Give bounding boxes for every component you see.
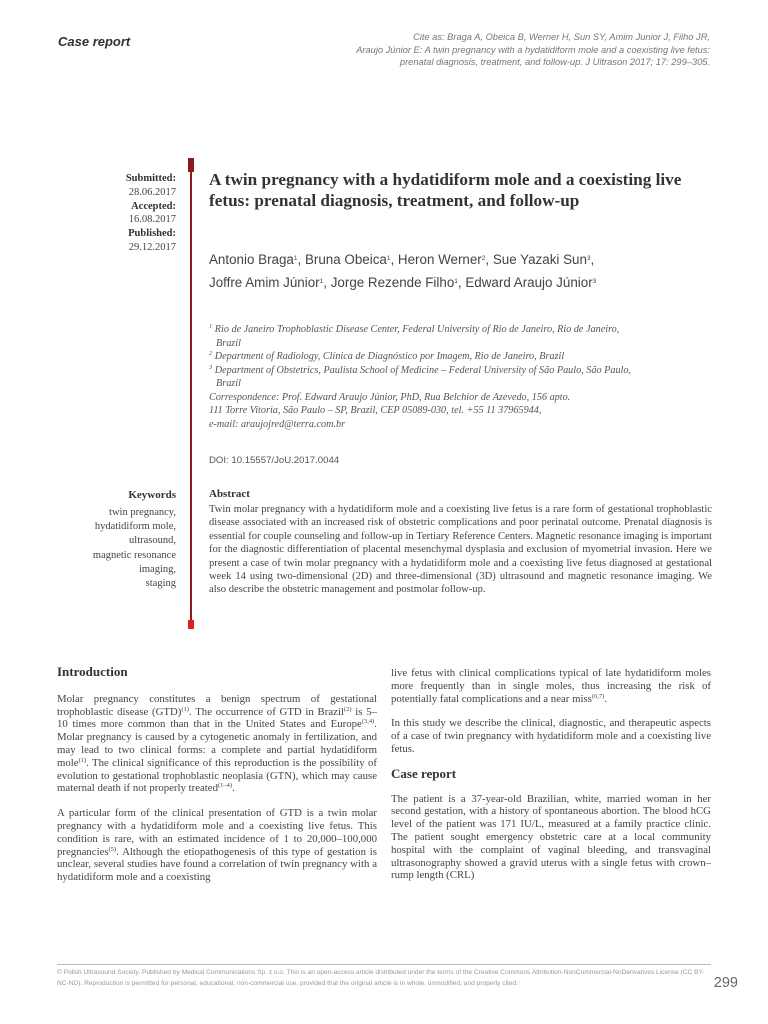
citation-ref: (1–4) bbox=[217, 782, 233, 790]
body-column-right bbox=[391, 667, 711, 894]
accent-rule-marker bbox=[188, 620, 194, 629]
citation-ref: (5) bbox=[108, 845, 117, 853]
author-name: Heron Werner bbox=[397, 252, 482, 267]
author-name: Sue Yazaki Sun bbox=[492, 252, 587, 267]
body-paragraph: live fetus with clinical complications typical of late hydatidiform moles more frequently than in single moles, thus increasing the risk of potentially fatal complications and a near miss$^{(6,7)}$. bbox=[391, 667, 711, 705]
affil-sup: 1 bbox=[209, 323, 213, 330]
citation-line: Cite as: Braga A, Obeica B, Werner H, Sun SY, Amim Junior J, Filho JR, bbox=[413, 32, 710, 42]
affiliations bbox=[209, 323, 709, 431]
author-affil-sup: 3 bbox=[592, 278, 597, 285]
author-line: Antonio Braga$^1$, Bruna Obeica$^1$, Heron Werner$^2$, Sue Yazaki Sun$^3$, bbox=[209, 252, 595, 267]
abstract-heading: Abstract bbox=[209, 488, 250, 500]
page-number: 299 bbox=[713, 975, 738, 991]
keyword: staging bbox=[145, 578, 176, 590]
correspondence: Correspondence: Prof. Edward Araujo Júnior, PhD, Rua Belchior de Azevedo, 156 apto. bbox=[209, 391, 571, 403]
author-name: Edward Araujo Júnior bbox=[465, 275, 593, 290]
affiliation-1 bbox=[209, 323, 709, 337]
keywords-list bbox=[60, 506, 176, 591]
author-name: Jorge Rezende Filho bbox=[330, 275, 455, 290]
doi: DOI: 10.15557/JoU.2017.0044 bbox=[209, 455, 340, 466]
submitted-label: Submitted: bbox=[125, 173, 176, 184]
citation-line: prenatal diagnosis, treatment, and follow-up. J Ultrason 2017; 17: 299–305. bbox=[399, 57, 710, 67]
affil-sup: 3 bbox=[209, 363, 213, 371]
affil-text: Department of Obstetrics, Paulista School of Medicine – Federal University of São Paulo, São Paulo, bbox=[214, 364, 632, 376]
case-report-heading: Case report bbox=[391, 765, 457, 781]
accepted-date: 16.08.2017 bbox=[128, 214, 176, 226]
keyword: imaging, bbox=[138, 563, 176, 575]
author-affil-sup: 3 bbox=[586, 255, 591, 262]
affiliation-3 bbox=[209, 364, 709, 378]
author-name: Joffre Amim Júnior bbox=[209, 275, 320, 290]
published-date: 29.12.2017 bbox=[128, 241, 176, 253]
keyword: ultrasound, bbox=[129, 535, 176, 547]
author-name: Antonio Braga bbox=[209, 252, 294, 267]
citation-ref: (1) bbox=[181, 705, 189, 713]
affil-text: Rio de Janeiro Trophoblastic Disease Center, Federal University of Rio de Janeiro, Rio de Janeiro, bbox=[214, 324, 620, 335]
correspondence: 111 Torre Vitoria, São Paulo – SP, Brazil, CEP 05089-030, tel. +55 11 37965944, bbox=[209, 405, 542, 416]
citation-ref: (6,7) bbox=[591, 692, 605, 700]
accent-rule-cap bbox=[188, 158, 194, 172]
author-line: Joffre Amim Júnior$^1$, Jorge Rezende Filho$^1$, Edward Araujo Júnior$^3$ bbox=[209, 275, 597, 290]
article-title: A twin pregnancy with a hydatidiform mole and a coexisting live fetus: prenatal diagnosis, treatment, and follow-up bbox=[209, 170, 682, 210]
author-affil-sup: 1 bbox=[319, 278, 324, 285]
affil-sup: 2 bbox=[209, 350, 213, 357]
body-paragraph: Molar pregnancy constitutes a benign spectrum of gestational trophoblastic disease (GTD)$^{(1)}$. The occurrence of GTD in Brazil$^{(2)}$ is 5–10 times more common than that in the United States and Europe$^{(3,4)}$. Molar pregnancy is caused by a cytogenetic anomaly in fertilization, and may lead to two clinical forms: a complete and partial hydatidiform mole$^{(1)}$. The clinical significance of this reproduction is the possibility of evolution to gestational trophoblastic neoplasia (GTN), which may cause maternal death if not properly treated$^{(1-4)}$. bbox=[57, 692, 377, 795]
citation-block bbox=[290, 31, 710, 69]
section-label: Case report bbox=[58, 34, 131, 49]
correspondence-email: e-mail: araujojred@terra.com.br bbox=[209, 418, 346, 430]
author-affil-sup: 1 bbox=[454, 278, 458, 285]
author-name: Bruna Obeica bbox=[304, 252, 387, 267]
published-label: Published: bbox=[128, 228, 176, 240]
license-footer: © Polish Ultrasound Society. Published by Medical Communications Sp. z o.o. This is an open-access article distributed under the terms of the Creative Commons Attribution-NonCommercial-NoDerivatives License (CC BY-NC-ND). Reproduction is permitted for personal, educational, non-commercial use, provided that the original article is in whole, unmodified, and properly cited. bbox=[57, 969, 705, 987]
article-dates bbox=[80, 172, 176, 255]
keywords-heading: Keywords bbox=[128, 489, 176, 501]
accent-rule bbox=[190, 158, 192, 625]
affiliation-3-cont: Brazil bbox=[216, 378, 241, 389]
body-paragraph: The patient is a 37-year-old Brazilian, white, married woman in her second gestation, with a history of spontaneous abortion. The blood hCG level of the patient was 171 IU/L, measured at a family practice clinic. The patient sought emergency obstetric care at a local community hospital with the complaint of vaginal bleeding, and transvaginal ultrasonography showed a gravid uterus with a single fetus with crown–rump length (CRL) bbox=[391, 792, 711, 882]
citation-ref: (2) bbox=[343, 705, 352, 713]
citation-line: Araujo Júnior E: A twin pregnancy with a hydatidiform mole and a coexisting live fetus: bbox=[356, 44, 710, 55]
author-affil-sup: 2 bbox=[481, 255, 486, 262]
citation-ref: (1) bbox=[78, 756, 87, 764]
citation-ref: (3,4) bbox=[361, 718, 375, 726]
introduction-heading: Introduction bbox=[57, 664, 128, 679]
author-affil-sup: 1 bbox=[293, 255, 298, 262]
body-paragraph: In this study we describe the clinical, diagnostic, and therapeutic aspects of a case of twin pregnancy with hydatidiform mole and a coexisting live fetus. bbox=[391, 717, 711, 755]
body-column-left bbox=[57, 666, 377, 896]
keyword: hydatidiform mole, bbox=[94, 521, 176, 533]
author-list bbox=[209, 248, 719, 294]
abstract-text: Twin molar pregnancy with a hydatidiform mole and a coexisting live fetus is a rare form of gestational trophoblastic disease associated with an increased risk of obstetric complications and poor perinatal outcome. Prenatal diagnosis is essential for couple counseling and follow-up in Tertiary Reference Centers. Magnetic resonance imaging is important for the diagnostic differentiation of placental mesenchymal dysplasia and exclusion of myometrial invasion. Here we present a case of twin molar pregnancy with a hydatidiform mole and a coexisting live fetus diagnosed at gestational week 14 using two-dimensional (2D) and three-dimensional (3D) ultrasound and magnetic resonance imaging. We also describe the obstetric management and postmolar follow-up. bbox=[209, 504, 712, 596]
keyword: magnetic resonance bbox=[92, 549, 176, 561]
affiliation-2 bbox=[209, 350, 709, 364]
author-affil-sup: 1 bbox=[386, 255, 391, 262]
body-paragraph: A particular form of the clinical presentation of GTD is a twin molar pregnancy with a hydatidiform mole and a coexisting live fetus. This condition is rare, with an estimated incidence of 1 to 20,000–100,000 pregnancies$^{(5)}$. Although the etiopathogenesis of this type of gestation is unclear, several studies have found a correlation of twin pregnancy with a hydatidiform mole and a coexisting bbox=[57, 807, 377, 884]
submitted-date: 28.06.2017 bbox=[128, 186, 176, 198]
keyword: twin pregnancy, bbox=[109, 507, 176, 518]
footer-divider bbox=[57, 964, 711, 965]
accepted-label: Accepted: bbox=[131, 200, 176, 212]
affil-text: Department of Radiology, Clínica de Diagnóstico por Imagem, Rio de Janeiro, Brazil bbox=[214, 351, 565, 362]
affiliation-1-cont: Brazil bbox=[216, 337, 241, 349]
